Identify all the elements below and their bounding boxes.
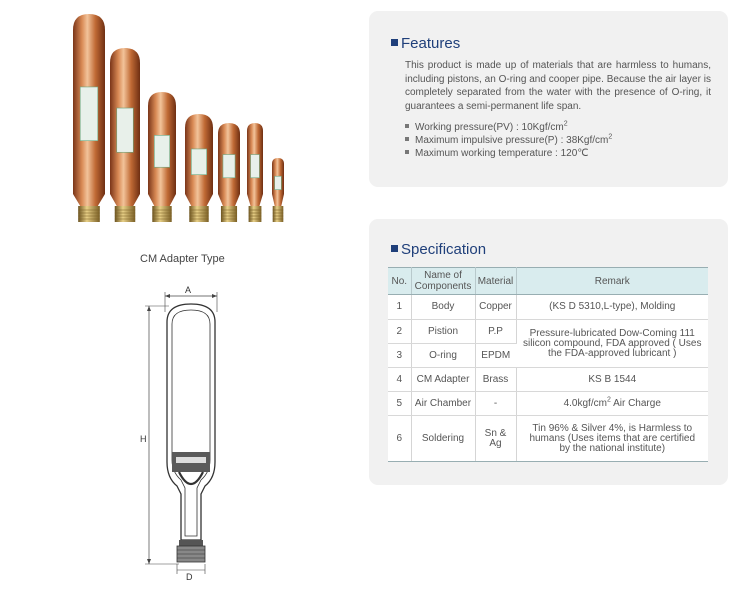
table-row: 1 Body Copper (KS D 5310,L-type), Molding <box>388 295 708 320</box>
arrestor-tube <box>110 48 140 222</box>
bullet-icon <box>405 124 409 128</box>
features-title: Features <box>401 35 461 52</box>
arrestor-tube <box>218 123 240 222</box>
dimension-d-label: D <box>186 572 193 582</box>
dimension-h-label: H <box>140 434 147 444</box>
bullet-icon <box>405 150 409 154</box>
product-photo <box>62 8 302 248</box>
table-row: 4 CM Adapter Brass KS B 1544 <box>388 368 708 392</box>
specification-heading <box>391 241 486 258</box>
dimension-drawing <box>135 282 245 582</box>
features-list <box>405 121 612 160</box>
arrestor-tube <box>185 114 213 222</box>
header-components: Name of Components <box>411 268 475 295</box>
header-no: No. <box>388 268 411 295</box>
product-caption: CM Adapter Type <box>140 253 225 265</box>
header-material: Material <box>475 268 516 295</box>
specification-table <box>388 267 708 462</box>
table-row: 3 O-ring EPDM <box>388 344 708 368</box>
table-row: 6 Soldering Sn & Ag Tin 96% & Silver 4%, is Harmless to humans (Uses items that are certified by the national institute) <box>388 416 708 462</box>
features-item: Maximum working temperature : 120℃ <box>405 147 612 160</box>
square-bullet-icon <box>391 245 398 252</box>
table-header-row <box>388 268 708 295</box>
header-remark: Remark <box>516 268 708 295</box>
arrestor-tube <box>247 123 263 222</box>
dimension-a-label: A <box>185 285 192 295</box>
specification-title: Specification <box>401 241 487 258</box>
features-paragraph: This product is made up of materials that are harmless to humans, including pistons, an O-ring and cooper pipe. Because the air layer is completely separated from the water with the presence of O-ring, it guarantees a semi-permanent life span. <box>405 60 711 112</box>
features-item: Maximum impulsive pressure(P) : $38Kgf/cm^2$ <box>405 134 612 147</box>
specification-panel <box>369 219 728 485</box>
features-item: Working pressure(PV) : $10Kgf/cm^2$ <box>405 121 612 134</box>
features-heading <box>391 35 460 52</box>
table-row: 2 Pistion P.P Pressure-lubricated Dow-Coming 111 silicon compound, FDA approved ( Uses the FDA-approved lubricant ) <box>388 320 708 344</box>
arrestor-tube <box>272 158 284 222</box>
table-row: 5 Air Chamber - $4.0kgf/cm^2$ Air Charge <box>388 392 708 416</box>
bullet-icon <box>405 137 409 141</box>
arrestor-tube <box>148 92 176 222</box>
arrestor-tube <box>73 14 105 222</box>
features-panel <box>369 11 728 187</box>
square-bullet-icon <box>391 39 398 46</box>
